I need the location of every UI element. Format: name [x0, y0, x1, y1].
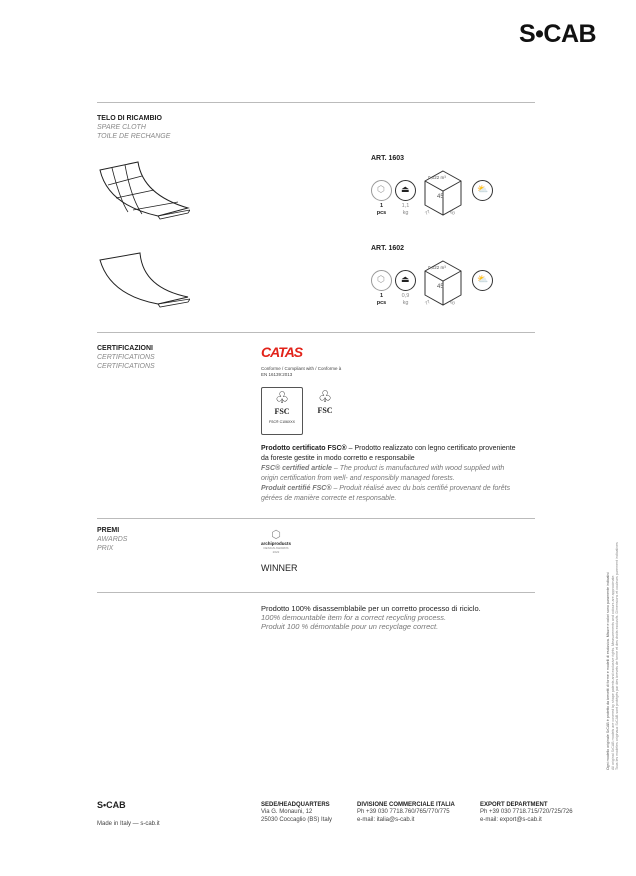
volume: 0,022 m³: [428, 175, 446, 180]
fsc-logo-boxed: [261, 387, 303, 435]
fsc-it: – Prodotto realizzato con legno certificato proveniente da foreste gestite in modo corretto e responsabile: [261, 445, 516, 462]
pieces: 1 pcs: [376, 203, 387, 216]
divider: [97, 592, 535, 593]
fsc-text: FSC: [317, 406, 333, 415]
height: 45: [437, 194, 444, 200]
side-legal-text: [606, 400, 620, 770]
awards-heading: [97, 526, 127, 553]
fsc-fr-bold: Produit certifié FSC®: [261, 485, 332, 492]
weight-icon: ⏏: [395, 180, 416, 201]
section-title-en: CERTIFICATIONS: [97, 354, 155, 361]
compliance-text: Conforme / Compliant with / Conforme à: [261, 366, 342, 371]
catas-logo: CATAS: [261, 344, 303, 360]
fsc-description: [261, 444, 523, 504]
norm-text: EN 16139:2013: [261, 372, 293, 377]
export-title: EXPORT DEPARTMENT: [480, 802, 548, 808]
recycle-text: [261, 604, 481, 631]
article-number: ART. 1602: [371, 245, 405, 252]
width: 77: [424, 299, 431, 306]
award-sub: DESIGN AWARDS: [263, 546, 289, 550]
depth: 60: [449, 299, 456, 306]
italy-email[interactable]: e-mail: italia@s-cab.it: [357, 817, 415, 823]
height: 45: [437, 284, 444, 290]
section-title-fr: TOILE DE RECHANGE: [97, 133, 171, 140]
footer-hq: [261, 802, 332, 824]
divider: [97, 518, 535, 519]
divider: [97, 102, 535, 103]
weight: 1,1 kg: [401, 203, 410, 216]
outdoor-weather-icon: ⛅: [472, 180, 493, 201]
fsc-fr: – Produit réalisé avec du bois certifié provenant de forêts gérées de manière correcte et responsable.: [261, 485, 511, 502]
section-title-fr: PRIX: [97, 545, 114, 552]
section-title-en: SPARE CLOTH: [97, 124, 146, 131]
hq-address: Via G. Monauni, 12: [261, 809, 313, 815]
recycle-en: 100% demountable item for a correct recycling process.: [261, 613, 447, 622]
footer-italy: [357, 802, 455, 824]
box-icon: ⬡: [371, 270, 392, 291]
plain-cloth-illustration: [98, 250, 190, 310]
export-email[interactable]: e-mail: export@s-cab.it: [480, 817, 542, 823]
legal-it: Ogni modello originale S•CAB è protetto da brevetti di forme e modelli di esclusiva. Misure e colori sono puramente indicativi: [606, 572, 610, 770]
fsc-logo: [310, 388, 340, 415]
width: 77: [424, 209, 431, 216]
fsc-it-bold: Prodotto certificato FSC®: [261, 445, 347, 452]
cert-heading: [97, 344, 155, 371]
fsc-en-bold: FSC® certified article: [261, 465, 332, 472]
fsc-en: – The product is manufactured with wood supplied with origin certification from well- and responsibly managed forests.: [261, 465, 505, 482]
award-winner: WINNER: [261, 563, 298, 573]
archiproducts-award: [261, 528, 291, 554]
footer-export: [480, 802, 573, 824]
italy-title: DIVISIONE COMMERCIALE ITALIA: [357, 802, 455, 808]
depth: 60: [449, 209, 456, 216]
volume: 0,022 m³: [428, 265, 446, 270]
weight-icon: ⏏: [395, 270, 416, 291]
hq-title: SEDE/HEADQUARTERS: [261, 802, 330, 808]
recycle-it: Prodotto 100% disassemblabile per un corretto processo di riciclo.: [261, 604, 481, 613]
legal-fr: Tous les modèles originaux S•CAB sont protégés par des brevets de forme et des droits exclusifs. Dimensions et couleurs purement indicatives: [615, 542, 619, 770]
quilted-cloth-illustration: [98, 160, 190, 220]
award-year: 2022: [272, 550, 280, 554]
section-title: PREMI: [97, 527, 120, 534]
spare-heading: [97, 114, 170, 141]
cube-icon: ⬡: [271, 529, 281, 541]
legal-en: All original S•CAB models are covered by shape patents and exclusive rights. Measurements and colours are approximate.: [610, 574, 615, 770]
section-title-fr: CERTIFICATIONS: [97, 363, 155, 370]
section-title-en: AWARDS: [97, 536, 128, 543]
export-phone: Ph +39 030 7718.715/720/725/726: [480, 809, 573, 815]
italy-phone: Ph +39 030 7718.760/765/770/775: [357, 809, 450, 815]
weight: 0,9 kg: [401, 293, 410, 306]
tree-icon: ♧: [317, 389, 333, 406]
footer-logo: S•CAB: [97, 800, 126, 810]
footer-made-in-italy[interactable]: Made in Italy — s-cab.it: [97, 821, 160, 827]
tree-icon: ♧: [274, 390, 290, 407]
brand-logo: S•CAB: [519, 20, 597, 48]
fsc-text: FSC: [274, 407, 290, 416]
divider: [97, 332, 535, 333]
fsc-code: FSC® C106XXX: [269, 420, 295, 424]
outdoor-weather-icon: ⛅: [472, 270, 493, 291]
hq-city: 25030 Coccaglio (BS) Italy: [261, 817, 333, 823]
recycle-fr: Produit 100 % démontable pour un recyclage correct.: [261, 622, 439, 631]
award-brand: archiproducts: [261, 541, 292, 546]
section-title: CERTIFICAZIONI: [97, 345, 153, 352]
article-number: ART. 1603: [371, 155, 405, 162]
section-title: TELO DI RICAMBIO: [97, 115, 162, 122]
pieces: 1 pcs: [376, 293, 387, 306]
box-icon: ⬡: [371, 180, 392, 201]
